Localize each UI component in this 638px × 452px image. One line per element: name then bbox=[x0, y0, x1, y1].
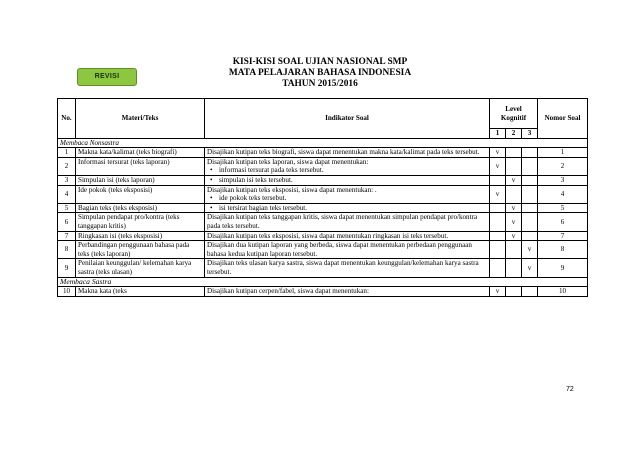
row-level-2: v bbox=[506, 175, 522, 185]
row-materi: Makna kata (teks bbox=[76, 287, 205, 297]
row-materi: Ide pokok (teks eksposisi) bbox=[76, 185, 205, 203]
row-nomor: 6 bbox=[538, 213, 588, 231]
row-indikator bbox=[205, 157, 490, 175]
row-indikator-bullet: • simpulan isi teks tersebut. bbox=[207, 176, 487, 185]
row-no: 2 bbox=[58, 157, 76, 175]
table-row bbox=[58, 231, 588, 241]
row-level-3 bbox=[522, 175, 538, 185]
row-nomor: 2 bbox=[538, 157, 588, 175]
row-level-3 bbox=[522, 148, 538, 158]
row-level-1: v bbox=[490, 157, 506, 175]
row-level-2: v bbox=[506, 231, 522, 241]
row-materi: Simpulan isi (teks laporan) bbox=[76, 175, 205, 185]
row-materi: Penilaian keunggulan/ kelemahan karya sastra (teks ulasan) bbox=[76, 259, 205, 277]
row-level-1 bbox=[490, 203, 506, 213]
row-no: 10 bbox=[58, 287, 76, 297]
row-level-3 bbox=[522, 231, 538, 241]
row-indikator-bullet: • ide pokok teks tersebut. bbox=[207, 194, 487, 203]
row-materi: Informasi tersurat (teks laporan) bbox=[76, 157, 205, 175]
row-indikator: Disajikan teks ulasan karya sastra, siswa dapat menentukan keunggulan/kelemahan karya sastra tersebut. bbox=[205, 259, 490, 277]
row-no: 5 bbox=[58, 203, 76, 213]
row-nomor: 4 bbox=[538, 185, 588, 203]
table-row bbox=[58, 241, 588, 259]
doc-title-line2: MATA PELAJARAN BAHASA INDONESIA bbox=[228, 68, 412, 78]
row-materi: Perbandingan penggunaan bahasa pada teks (teks laporan) bbox=[76, 241, 205, 259]
row-materi: Bagian teks (teks eksposisi) bbox=[76, 203, 205, 213]
page-number: 72 bbox=[566, 386, 574, 393]
row-indikator: Disajikan dua kutipan laporan yang berbeda, siswa dapat menentukan perbedaan penggunaan bahasa kedua kutipan laporan tersebut. bbox=[205, 241, 490, 259]
row-level-3 bbox=[522, 185, 538, 203]
row-level-2 bbox=[506, 185, 522, 203]
row-nomor: 7 bbox=[538, 231, 588, 241]
section-nonsastra: Membaca Nonsastra bbox=[58, 138, 588, 148]
row-no: 3 bbox=[58, 175, 76, 185]
row-level-3 bbox=[522, 157, 538, 175]
row-indikator-text: Disajikan kutipan teks eksposisi, siswa dapat menentukan: . bbox=[207, 185, 377, 194]
row-level-1: v bbox=[490, 287, 506, 297]
row-level-1 bbox=[490, 241, 506, 259]
row-level-1 bbox=[490, 213, 506, 231]
row-level-2 bbox=[506, 287, 522, 297]
row-no: 8 bbox=[58, 241, 76, 259]
row-materi: Makna kata/kalimat (teks biografi) bbox=[76, 148, 205, 158]
row-level-2 bbox=[506, 241, 522, 259]
row-level-2: v bbox=[506, 213, 522, 231]
row-level-3 bbox=[522, 203, 538, 213]
row-nomor: 3 bbox=[538, 175, 588, 185]
row-level-2 bbox=[506, 259, 522, 277]
row-nomor: 1 bbox=[538, 148, 588, 158]
row-indikator: Disajikan kutipan teks eksposisi, siswa dapat menentukan ringkasan isi teks tersebut. bbox=[205, 231, 490, 241]
row-no: 9 bbox=[58, 259, 76, 277]
table-row bbox=[58, 287, 588, 297]
kisi-kisi-table bbox=[57, 98, 588, 297]
row-level-2 bbox=[506, 148, 522, 158]
header-level-1: 1 bbox=[490, 129, 506, 139]
row-no: 1 bbox=[58, 148, 76, 158]
header-no: No. bbox=[58, 99, 76, 139]
row-indikator bbox=[205, 175, 490, 185]
row-indikator-text: Disajikan kutipan teks laporan, siswa dapat menentukan: bbox=[207, 157, 369, 166]
row-level-3 bbox=[522, 287, 538, 297]
row-nomor: 5 bbox=[538, 203, 588, 213]
revisi-badge: REVISI bbox=[77, 68, 137, 86]
table-row bbox=[58, 259, 588, 277]
row-nomor: 10 bbox=[538, 287, 588, 297]
row-level-3: v bbox=[522, 241, 538, 259]
row-level-1: v bbox=[490, 148, 506, 158]
doc-title-line1: KISI-KISI SOAL UJIAN NASIONAL SMP bbox=[232, 57, 408, 67]
header-materi: Materi/Teks bbox=[76, 99, 205, 139]
section-sastra: Membaca Sastra bbox=[58, 277, 588, 287]
header-level: Level Kognitif bbox=[490, 99, 538, 129]
row-indikator bbox=[205, 203, 490, 213]
header-level-2: 2 bbox=[506, 129, 522, 139]
row-level-1: v bbox=[490, 185, 506, 203]
row-indikator-bullet: • informasi tersurat pada teks tersebut. bbox=[207, 166, 487, 175]
table-row bbox=[58, 203, 588, 213]
row-level-2 bbox=[506, 157, 522, 175]
row-level-1 bbox=[490, 231, 506, 241]
row-materi: Simpulan pendapat pro/kontra (teks tanggapan kritis) bbox=[76, 213, 205, 231]
row-no: 7 bbox=[58, 231, 76, 241]
row-level-3: v bbox=[522, 259, 538, 277]
table-row bbox=[58, 157, 588, 175]
row-no: 4 bbox=[58, 185, 76, 203]
header-nomor: Nomor Soal bbox=[538, 99, 588, 139]
table-row bbox=[58, 213, 588, 231]
row-indikator: Disajikan kutipan teks tanggapan kritis, siswa dapat menentukan simpulan pendapat pro/kontra pada teks tersebut. bbox=[205, 213, 490, 231]
row-indikator: Disajikan kutipan cerpen/fabel, siswa dapat menentukan: bbox=[205, 287, 490, 297]
row-nomor: 9 bbox=[538, 259, 588, 277]
row-materi: Ringkasan isi (teks eksposisi) bbox=[76, 231, 205, 241]
row-no: 6 bbox=[58, 213, 76, 231]
header-indikator: Indikator Soal bbox=[205, 99, 490, 139]
row-indikator bbox=[205, 185, 490, 203]
row-level-1 bbox=[490, 175, 506, 185]
header-level-3: 3 bbox=[522, 129, 538, 139]
row-indikator-bullet: • isi tersirat bagian teks tersebut. bbox=[207, 204, 487, 213]
table-row bbox=[58, 148, 588, 158]
table-row bbox=[58, 175, 588, 185]
row-indikator: Disajikan kutipan teks biografi, siswa dapat menentukan makna kata/kalimat pada teks tersebut. bbox=[205, 148, 490, 158]
table-row bbox=[58, 185, 588, 203]
doc-title-line3: TAHUN 2015/2016 bbox=[282, 79, 358, 89]
row-nomor: 8 bbox=[538, 241, 588, 259]
row-level-1 bbox=[490, 259, 506, 277]
row-level-3 bbox=[522, 213, 538, 231]
row-level-2: v bbox=[506, 203, 522, 213]
